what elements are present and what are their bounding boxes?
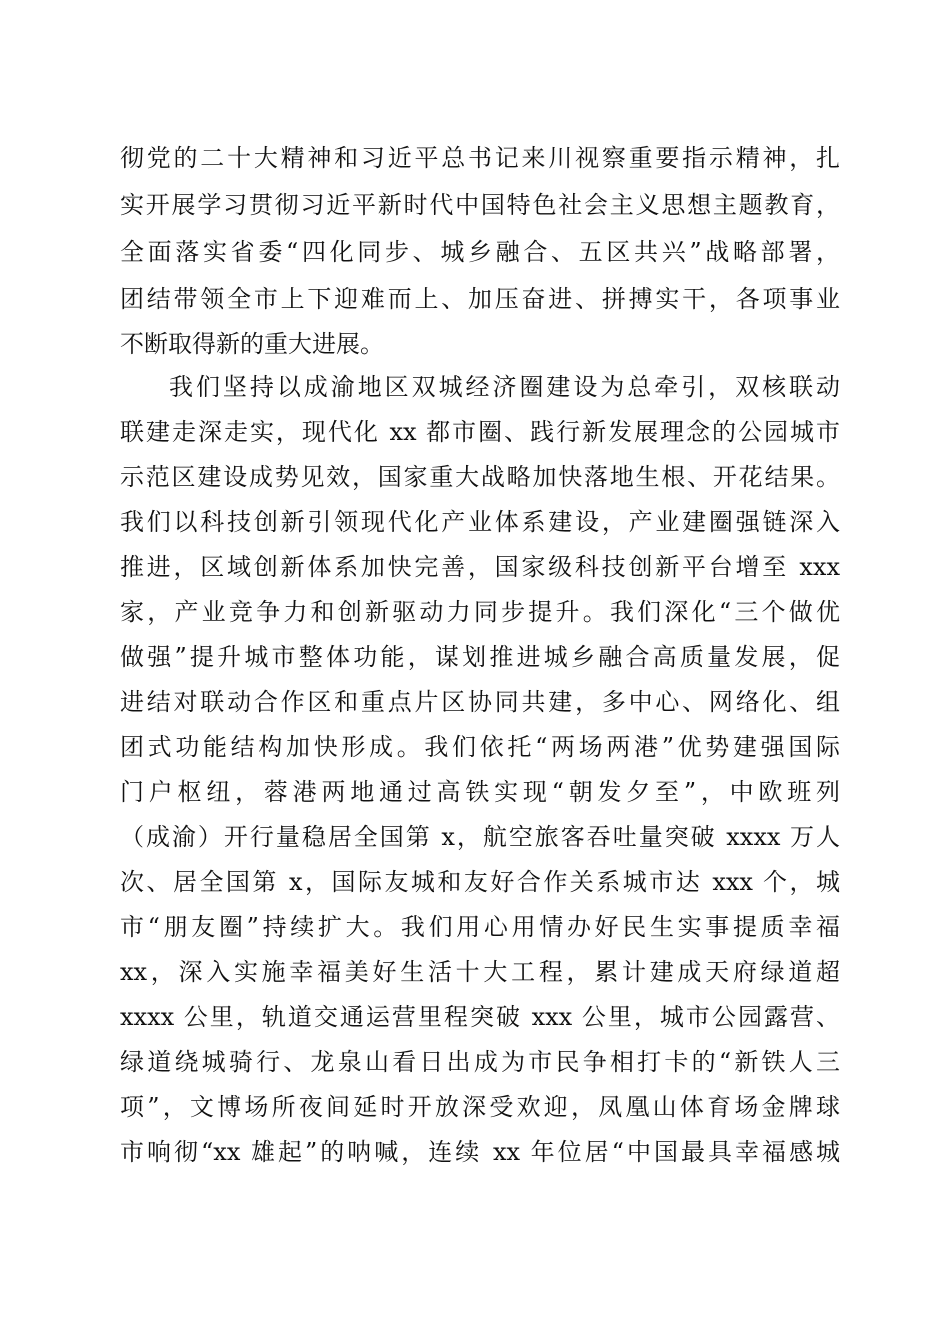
text-line: （成渝）开行量稳居全国第 x，航空旅客吞吐量突破 xxxx 万人	[120, 823, 840, 851]
text-line: 团式功能结构加快形成。我们依托“两场两港”优势建强国际	[120, 733, 840, 761]
text-line: xxxx 公里，轨道交通运营里程突破 xxx 公里，城市公园露营、	[120, 1003, 840, 1031]
text-line: 不断取得新的重大进展。	[120, 330, 384, 358]
text-line: 推进，区域创新体系加快完善，国家级科技创新平台增至 xxx	[120, 553, 840, 581]
text-line: 示范区建设成势见效，国家重大战略加快落地生根、开花结果。	[120, 463, 840, 491]
text-line: 实开展学习贯彻习近平新时代中国特色社会主义思想主题教育，	[120, 191, 840, 219]
text-line: 市响彻“xx 雄起”的呐喊，连续 xx 年位居“中国最具幸福感城	[120, 1138, 840, 1166]
text-line: xx，深入实施幸福美好生活十大工程，累计建成天府绿道超	[120, 958, 840, 986]
text-line: 次、居全国第 x，国际友城和友好合作关系城市达 xxx 个，城	[120, 868, 840, 896]
text-line: 团结带领全市上下迎难而上、加压奋进、拼搏实干，各项事业	[120, 285, 840, 313]
text-line: 全面落实省委“四化同步、城乡融合、五区共兴”战略部署，	[120, 238, 840, 266]
text-line: 我们以科技创新引领现代化产业体系建设，产业建圈强链深入	[120, 508, 840, 536]
text-line: 联建走深走实，现代化 xx 都市圈、践行新发展理念的公园城市	[120, 418, 840, 446]
text-line: 项”，文博场所夜间延时开放深受欢迎，凤凰山体育场金牌球	[120, 1093, 840, 1121]
text-line: 市“朋友圈”持续扩大。我们用心用情办好民生实事提质幸福	[120, 913, 840, 941]
paragraph-first-line: 我们坚持以成渝地区双城经济圈建设为总牵引，双核联动	[169, 373, 840, 401]
text-line: 做强”提升城市整体功能，谋划推进城乡融合高质量发展，促	[120, 643, 840, 671]
text-line: 彻党的二十大精神和习近平总书记来川视察重要指示精神，扎	[120, 144, 840, 172]
text-line: 家，产业竞争力和创新驱动力同步提升。我们深化“三个做优	[120, 598, 840, 626]
text-line: 进结对联动合作区和重点片区协同共建，多中心、网络化、组	[120, 688, 840, 716]
text-line: 绿道绕城骑行、龙泉山看日出成为市民争相打卡的“新铁人三	[120, 1048, 840, 1076]
text-line: 门户枢纽，蓉港两地通过高铁实现“朝发夕至”，中欧班列	[120, 778, 840, 806]
